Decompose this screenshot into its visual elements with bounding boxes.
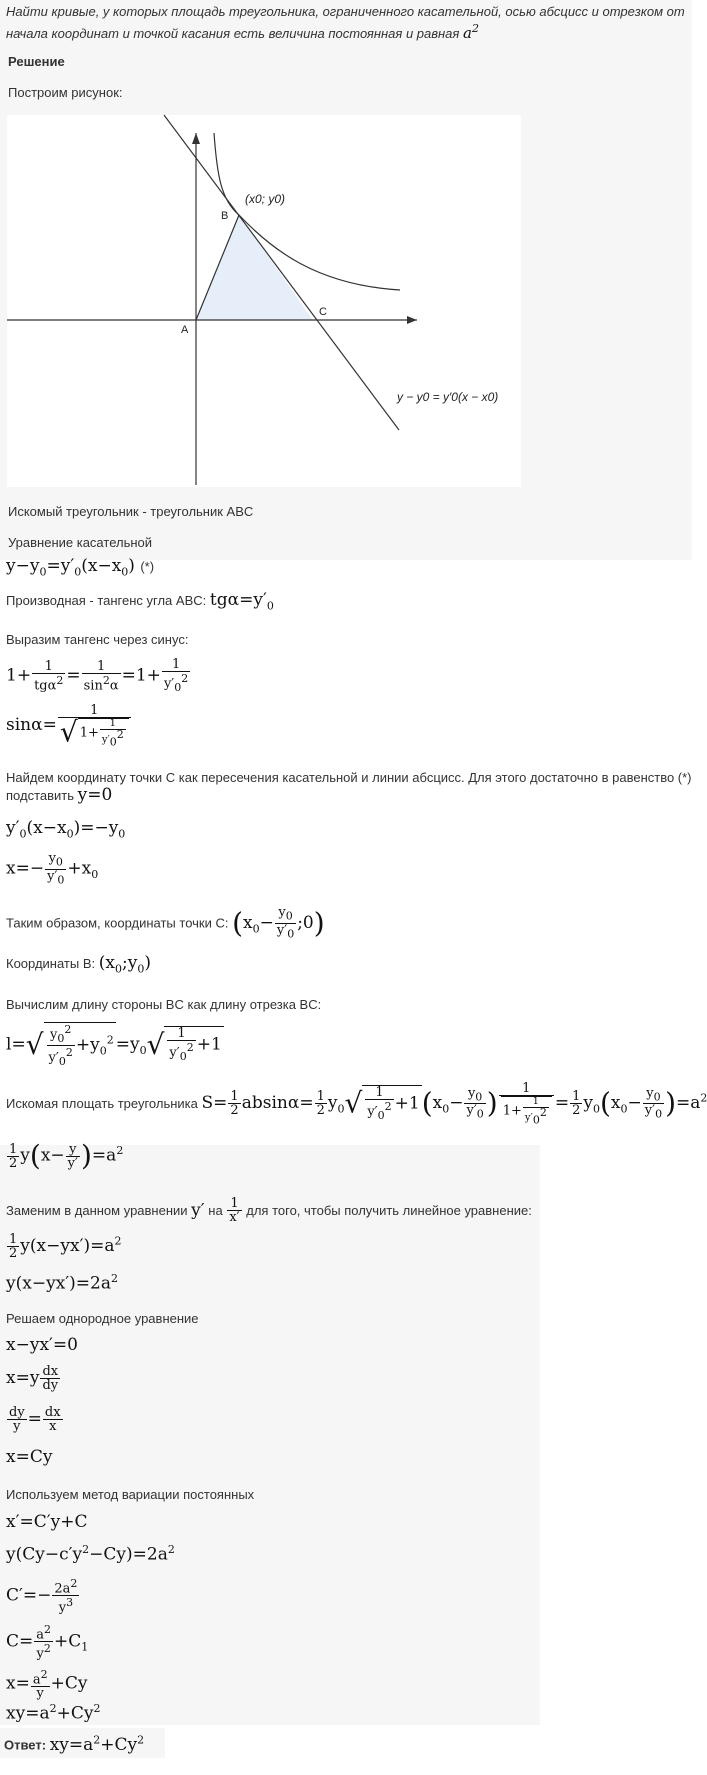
label-a: A [181,324,189,336]
tangent-equation-label: y − y0 = y′0(x − x0) [397,390,499,404]
answer-formula: $xy=a^2+Cy^2$ [49,1733,145,1755]
triangle-text: Искомый треугольник - треугольник ABC [8,504,254,519]
substitute-text: подставить [6,788,75,803]
derivative-formula: $tg\alpha=y'_0$ [209,590,274,613]
homog-eq-2: x=y $\frac{dx}{dy}$ [6,1364,59,1393]
build-text: Построим рисунок: [8,85,123,100]
star-marker: (*) [140,559,155,574]
replace-text-3: для того, чтобы получить линейное уравнение: [246,1203,532,1218]
replace-text-2: на [208,1203,223,1218]
area-text: Искомая площать треугольника [6,1096,198,1112]
label-b: B [221,210,229,222]
area-equation: $\frac{1}{2}$ y(x− $\frac{y}{y'}$ )$=a^2$ [9,1139,124,1172]
express-text: Выразим тангенс через синус: [6,632,189,647]
coords-b-text: Координаты B: [6,956,96,971]
coords-c-text: Таким образом, координаты точки C: [6,915,229,931]
linear-eq-1: $\frac{1}{2}$ $y(x-yx')=a^2$ [9,1232,122,1261]
triangle-figure [7,115,521,487]
substitute-line [6,785,112,805]
coords-b-line [6,953,151,975]
replace-line [6,1197,532,1224]
length-text: Вычислим длину стороны BC как длину отрезка BC: [6,997,322,1012]
problem-text: Найти кривые, у которых площадь треугольника, ограниченного касательной, осью абсцисс и отрезком от начала координат и точкой касания есть величина постоянная и равная [6,4,685,41]
homog-text: Решаем однородное уравнение [6,1311,199,1326]
tangent-equation: $y-y_0=y'_0(x-x_0)$ (*) [6,556,155,579]
variation-text: Используем метод вариации постоянных [6,1487,255,1502]
problem-statement [6,3,686,42]
variation-eq-3: C′=− $\frac{2a^2}{y^3}$ [6,1577,78,1616]
solution-title: Решение [8,54,65,69]
variation-eq-6: $xy=a^2+Cy^2$ [6,1702,101,1724]
area-formula: S= $\frac{1}{2}$ absinα= $\frac{1}{2}$ $y_0√$ $\frac{1}{y'_0^2}$ $+1(x_0-$ $\frac{y_0}{y'_0}$ ) 1 1+ $\frac{1}{y'_0^2}$ = $\frac{1}{2}$ $y_0(x_0-$ $\frac{y_0}{y'_0}$ )$=a^2$ [201,1081,707,1127]
variation-eq-5: x= $\frac{a^2}{y}$ +Cy [6,1668,88,1702]
homog-eq-3: $\frac{dy}{y}$ = $\frac{dx}{x}$ [9,1405,61,1434]
linear-eq-2: $y(x-yx')=2a^2$ [6,1272,118,1294]
find-c-text: Найдем координату точки C как пересечения касательной и линии абсцисс. Для этого достаточно в равенство (*) [6,770,692,785]
answer-line [4,1733,144,1755]
homog-eq-1: x−yx′=0 [6,1335,78,1355]
replace-fraction: $\frac{1}{x'}$ [229,1196,240,1225]
problem-formula: $a^2$ [462,22,479,42]
point-label: (x0; y0) [245,192,286,206]
coords-c-line [6,906,325,940]
answer-label: Ответ: [4,1737,47,1753]
replace-var: y′ [191,1200,205,1221]
coords-c-formula: ($x_0-$ $\frac{y_0}{y'_0}$ ;0) [232,905,325,941]
sine-formula: sinα= 1 √ 1+ $\frac{1}{y'_0^2}$ [6,704,132,747]
tangent-text: Уравнение касательной [8,535,153,550]
replace-text-1: Заменим в данном уравнении [6,1203,188,1218]
tangent-sine-formula: 1+ 1 tgα$^2$ = $\frac{1}{\sin^2\alpha}$ =1+ $\frac{1}{y'_0^2}$ [6,657,189,694]
derivative-line [6,590,274,612]
variation-eq-2: $y(Cy-c'y^2-Cy)=2a^2$ [6,1543,175,1565]
intersection-eq-2: x=− $\frac{y_0}{y'_0}$ $+x_0$ [6,851,99,887]
variation-eq-4: C= $\frac{a^2}{y^2}$ $+C_1$ [6,1623,89,1662]
homog-eq-4: x=Cy [6,1447,53,1467]
coords-b-formula: $(x_0;y_0)$ [98,953,151,976]
intersection-eq-1: $y'_0(x-x_0)=-y_0$ [6,818,126,841]
label-c: C [319,306,327,318]
length-formula: l=√ $\frac{y_0^2}{y'_0^2}$ $+y_0^2 =y_0√$ $\frac{1}{y'_0^2}$ +1 [6,1023,222,1068]
derivative-text: Производная - тангенс угла ABC: [6,593,207,608]
variation-eq-1: x′=C′y+C [6,1512,88,1532]
substitute-formula: y=0 [77,785,113,805]
area-line [6,1082,707,1125]
